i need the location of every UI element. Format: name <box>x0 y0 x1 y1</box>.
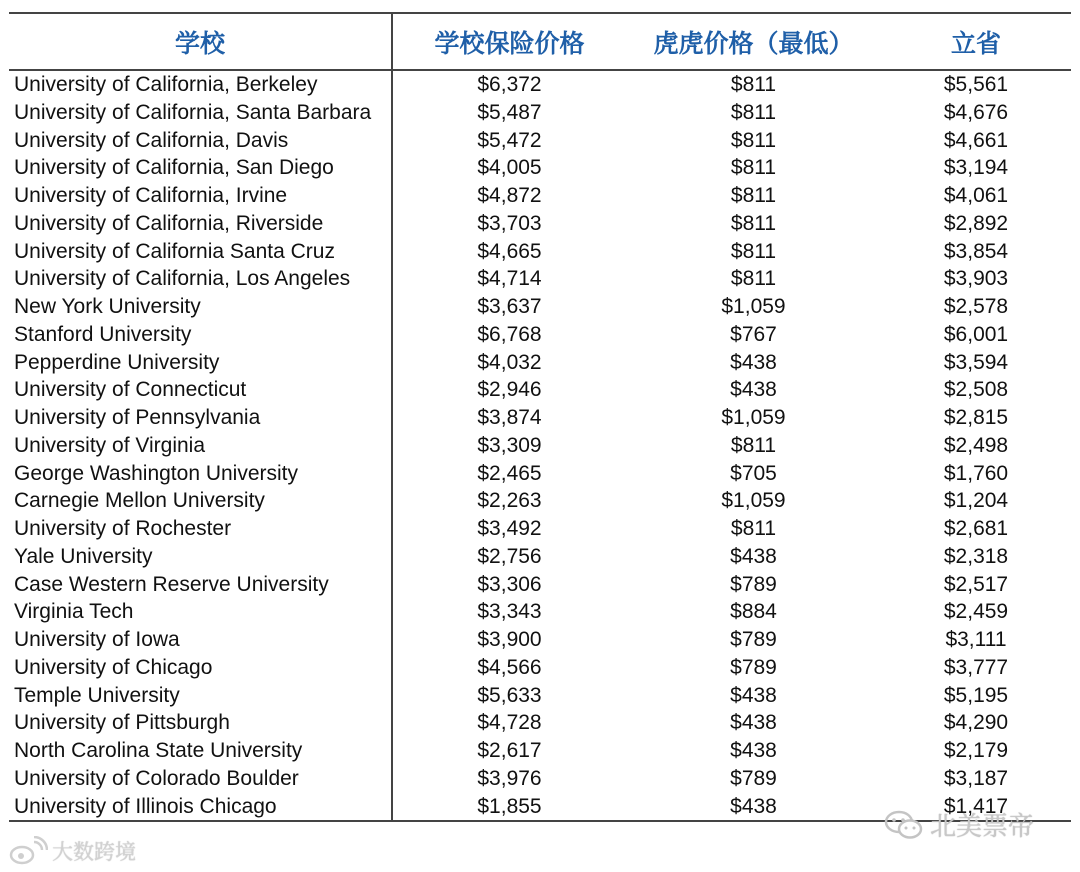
cell-school: University of Chicago <box>9 654 392 682</box>
cell-school: Case Western Reserve University <box>9 571 392 599</box>
cell-savings: $3,594 <box>943 350 1009 374</box>
header-tiger-price: 虎虎价格（最低） <box>626 13 881 70</box>
cell-school: Pepperdine University <box>9 349 392 377</box>
table-row <box>9 99 1071 127</box>
cell-tiger-price: $811 <box>730 267 777 291</box>
header-school-price: 学校保险价格 <box>392 13 626 70</box>
cell-school-price: $4,714 <box>477 267 542 291</box>
cell-savings: $2,318 <box>943 544 1009 568</box>
cell-savings: $2,578 <box>943 295 1009 318</box>
cell-school-price: $4,665 <box>477 239 542 263</box>
cell-school-price: $6,768 <box>477 322 542 346</box>
cell-school: Carnegie Mellon University <box>9 487 392 515</box>
cell-savings: $4,061 <box>943 184 1009 207</box>
cell-school-price: $2,465 <box>477 461 542 485</box>
cell-school: University of Illinois Chicago <box>9 793 392 822</box>
table-row <box>9 460 1071 488</box>
cell-school-price: $5,487 <box>477 100 542 124</box>
cell-savings: $2,179 <box>943 739 1009 762</box>
watermark-left <box>8 836 136 866</box>
cell-tiger-price: $767 <box>730 322 777 346</box>
cell-school: University of Colorado Boulder <box>9 765 392 793</box>
cell-school-price: $6,372 <box>477 73 542 96</box>
cell-savings: $2,508 <box>943 378 1009 402</box>
cell-savings: $3,187 <box>943 766 1009 790</box>
cell-savings: $2,498 <box>943 433 1009 457</box>
cell-savings: $3,194 <box>943 156 1009 180</box>
cell-tiger-price: $811 <box>730 100 777 124</box>
cell-school: University of California, Berkeley <box>9 70 392 99</box>
cell-tiger-price: $438 <box>730 711 777 735</box>
table-row <box>9 376 1071 404</box>
cell-tiger-price: $811 <box>730 73 777 96</box>
table-row <box>9 543 1071 571</box>
table-row <box>9 127 1071 155</box>
cell-school-price: $4,032 <box>477 350 542 374</box>
cell-school-price: $5,472 <box>477 128 542 152</box>
cell-school: University of California, Santa Barbara <box>9 99 392 127</box>
cell-school: University of California, Riverside <box>9 210 392 238</box>
cell-savings: $3,777 <box>943 655 1009 679</box>
cell-tiger-price: $1,059 <box>721 489 786 513</box>
cell-school-price: $3,492 <box>477 517 542 540</box>
table-row <box>9 238 1071 266</box>
weibo-logo-icon <box>8 836 48 866</box>
table-row <box>9 182 1071 210</box>
cell-tiger-price: $811 <box>730 517 777 540</box>
table-row <box>9 154 1071 182</box>
cell-school-price: $4,872 <box>477 184 542 207</box>
cell-school-price: $3,900 <box>477 628 542 651</box>
cell-school-price: $3,309 <box>477 433 542 457</box>
watermark-left-text: 大数跨境 <box>52 840 136 864</box>
cell-savings: $1,417 <box>881 793 1071 822</box>
cell-tiger-price: $884 <box>730 600 777 624</box>
insurance-price-table <box>9 12 1071 822</box>
table-row <box>9 70 1071 99</box>
cell-tiger-price: $789 <box>730 766 777 790</box>
table-row <box>9 654 1071 682</box>
cell-school-price: $3,976 <box>477 766 542 790</box>
cell-school-price: $3,306 <box>477 572 542 596</box>
cell-savings: $2,892 <box>943 211 1009 235</box>
cell-savings: $1,760 <box>943 461 1009 485</box>
table-row <box>9 765 1071 793</box>
table-row <box>9 487 1071 515</box>
cell-tiger-price: $789 <box>730 655 777 679</box>
cell-school-price: $1,855 <box>392 793 626 822</box>
table-row <box>9 571 1071 599</box>
table-row <box>9 321 1071 349</box>
cell-school-price: $2,756 <box>477 544 542 568</box>
cell-tiger-price: $438 <box>730 544 777 568</box>
cell-savings: $4,290 <box>943 711 1009 735</box>
cell-tiger-price: $1,059 <box>721 295 786 318</box>
cell-school: University of Connecticut <box>9 376 392 404</box>
watermark-right-text: 北美票帝 <box>930 812 1035 842</box>
table-row <box>9 598 1071 626</box>
cell-tiger-price: $438 <box>730 739 777 762</box>
cell-savings: $3,903 <box>943 267 1009 291</box>
table-row <box>9 737 1071 765</box>
cell-tiger-price: $811 <box>730 211 777 235</box>
cell-savings: $3,111 <box>945 628 1007 651</box>
cell-tiger-price: $438 <box>730 350 777 374</box>
cell-tiger-price: $1,059 <box>721 406 786 429</box>
cell-savings: $5,195 <box>943 683 1009 707</box>
cell-school: Stanford University <box>9 321 392 349</box>
header-school: 学校 <box>9 13 392 70</box>
cell-savings: $2,517 <box>943 572 1009 596</box>
cell-savings: $1,204 <box>943 489 1009 513</box>
table-row <box>9 293 1071 321</box>
cell-tiger-price: $438 <box>730 683 777 707</box>
watermark-right <box>884 806 1034 843</box>
cell-school-price: $4,728 <box>477 711 542 735</box>
table-row <box>9 515 1071 543</box>
cell-school-price: $3,874 <box>477 406 542 429</box>
header-savings: 立省 <box>881 13 1071 70</box>
cell-savings: $4,676 <box>943 100 1009 124</box>
cell-savings: $2,681 <box>943 517 1009 540</box>
cell-school: University of Virginia <box>9 432 392 460</box>
cell-tiger-price: $438 <box>730 378 777 402</box>
cell-tiger-price: $811 <box>730 156 777 180</box>
table-row <box>9 349 1071 377</box>
cell-savings: $4,661 <box>943 128 1009 152</box>
cell-school-price: $2,263 <box>477 489 542 513</box>
cell-tiger-price: $811 <box>730 239 777 263</box>
insurance-price-table-container <box>9 12 1071 822</box>
cell-tiger-price: $789 <box>730 628 777 651</box>
cell-savings: $2,815 <box>943 406 1009 429</box>
cell-school: Yale University <box>9 543 392 571</box>
cell-savings: $3,854 <box>943 239 1009 263</box>
table-row <box>9 682 1071 710</box>
cell-tiger-price: $705 <box>730 461 777 485</box>
cell-school: University of California, Irvine <box>9 182 392 210</box>
table-body <box>9 70 1071 821</box>
cell-tiger-price: $789 <box>730 572 777 596</box>
cell-school: Temple University <box>9 682 392 710</box>
cell-school: University of Pittsburgh <box>9 709 392 737</box>
table-row <box>9 432 1071 460</box>
cell-school: George Washington University <box>9 460 392 488</box>
cell-tiger-price: $811 <box>730 128 777 152</box>
cell-school-price: $4,566 <box>477 655 542 679</box>
cell-school-price: $5,633 <box>477 683 542 707</box>
cell-school: North Carolina State University <box>9 737 392 765</box>
table-row <box>9 626 1071 654</box>
cell-school: University of Rochester <box>9 515 392 543</box>
cell-school: University of Iowa <box>9 626 392 654</box>
cell-school: University of California, Los Angeles <box>9 265 392 293</box>
cell-school-price: $3,637 <box>477 295 542 318</box>
table-header-row <box>9 13 1071 70</box>
cell-school-price: $4,005 <box>477 156 542 180</box>
cell-school: University of California, San Diego <box>9 154 392 182</box>
table-row <box>9 709 1071 737</box>
cell-tiger-price: $811 <box>730 184 777 207</box>
cell-school: University of California, Davis <box>9 127 392 155</box>
cell-school-price: $2,946 <box>477 378 542 402</box>
table-row <box>9 404 1071 432</box>
table-row <box>9 210 1071 238</box>
cell-school: New York University <box>9 293 392 321</box>
table-row <box>9 265 1071 293</box>
cell-school-price: $2,617 <box>477 739 542 762</box>
cell-school-price: $3,343 <box>477 600 542 624</box>
cell-school: University of California Santa Cruz <box>9 238 392 266</box>
cell-school-price: $3,703 <box>477 211 542 235</box>
cell-savings: $2,459 <box>943 600 1009 624</box>
cell-savings: $5,561 <box>943 73 1009 96</box>
cell-school: Virginia Tech <box>9 598 392 626</box>
cell-savings: $6,001 <box>943 322 1009 346</box>
cell-school: University of Pennsylvania <box>9 404 392 432</box>
cell-tiger-price: $438 <box>626 793 881 822</box>
cell-tiger-price: $811 <box>730 433 777 457</box>
wechat-logo-icon <box>884 809 924 841</box>
